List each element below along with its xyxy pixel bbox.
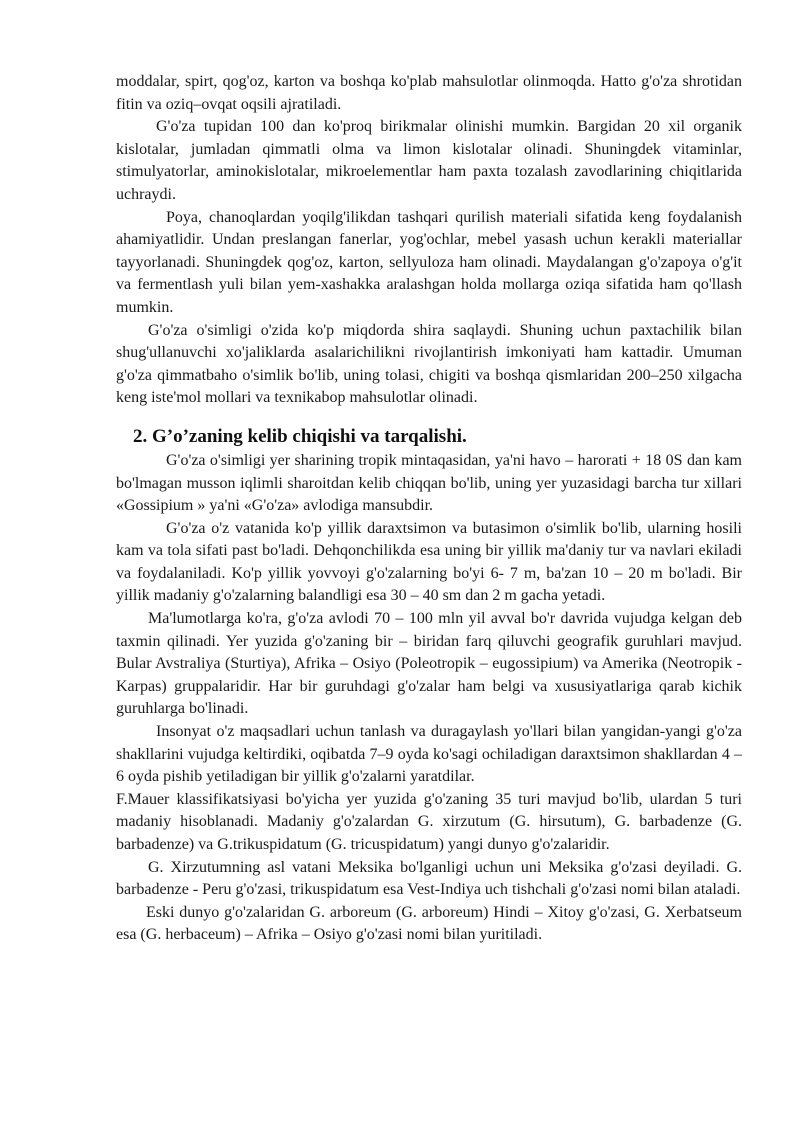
paragraph-byproducts: moddalar, spirt, qog'oz, karton va boshqa ko'plab mahsulotlar olinmoqda. Hatto g'o'za shrotidan fitin va oziq–ovqat oqsili ajratiladi. bbox=[116, 73, 742, 113]
paragraph-classification: F.Mauer klassifikatsiyasi bo'yicha yer yuzida g'o'zaning 35 turi mavjud bo'lib, ulardan 5 turi madaniy hisoblanadi. Madaniy g'o'zalardan G. xirzutum (G. hirsutum), G. barbadenze (G. barbadenze) va G.trikuspidatum (G. tricuspidatum) yangi dunyo g'o'zalaridir. bbox=[116, 790, 742, 853]
paragraph-selection: Insonyat o'z maqsadlari uchun tanlash va duragaylash yo'llari bilan yangidan-yangi g'o'za shakllarini vujudga keltirdiki, oqibatda 7–9 oyda ko'sagi ochiladigan daraxtsimon shakllardan 4 – 6 oyda pishib yetiladigan bir yillik g'o'zalarni yaratdilar. bbox=[116, 723, 742, 786]
paragraph-nectar: G'o'za o'simligi o'zida ko'p miqdorda shira saqlaydi. Shuning uchun paxtachilik bilan shug'ullanuvchi xo'jaliklarda asalarichilikni rivojlantirish imkoniyati ham kattadir. Umuman g'o'za qimmatbaho o'simlik bo'lib, uning tolasi, chigiti va boshqa qismlaridan 200–250 xilgacha keng iste'mol mollari va texnikabop mahsulotlar olinadi. bbox=[116, 321, 742, 407]
paragraph-mexican-cotton: G. Xirzutumning asl vatani Meksika bo'lganligi uchun uni Meksika g'o'zasi deyiladi. G. barbadenze - Peru g'o'zasi, trikuspidatum esa Vest-Indiya uch tishchali g'o'zasi nomi bilan ataladi. bbox=[116, 858, 742, 899]
paragraph-stems-uses: Poya, chanoqlardan yoqilg'ilikdan tashqari qurilish materiali sifatida keng foydalanish ahamiyatlidir. Undan preslangan fanerlar, yog'ochlar, mebel yasash uchun kerakli materiallar tayyorlanadi. Shuningdek qog'oz, karton, sellyuloza ham olinadi. Maydalangan g'o'zapoya o'g'it va fermentlash yuli bilan yem-xashakka aralashgan holda mollarga oziqa sifatida ham qo'llash mumkin. bbox=[116, 208, 742, 316]
paragraph-perennial: G'o'za o'z vatanida ko'p yillik daraxtsimon va butasimon o'simlik bo'lib, ularning hosili kam va tola sifati past bo'ladi. Dehqonchilikda esa uning bir yillik ma'daniy tur va navlari ekiladi va foydalaniladi. Ko'p yillik yovvoyi g'o'zalarning bo'yi 6- 7 m, ba'zan 10 – 20 m bo'ladi. Bir yillik madaniy g'o'zalarning balandligi esa 30 – 40 sm dan 2 m gacha yetadi. bbox=[116, 519, 742, 605]
section-heading: 2. G’o’zaning kelib chiqishi va tarqalishi. bbox=[133, 425, 467, 447]
paragraph-origin: G'o'za o'simligi yer sharining tropik mintaqasidan, ya'ni havo – harorati + 18 0S dan kam bo'lmagan musson iqlimli sharoitdan kelib chiqqan bo'lib, uning yer yuzasidagi barcha tur xillari «Gossipium » ya'ni «G'o'za» avlodiga mansubdir. bbox=[116, 451, 742, 515]
paragraph-geographic-groups: Ma'lumotlarga ko'ra, g'o'za avlodi 70 – 100 mln yil avval bo'r davrida vujudga kelgan deb taxmin qilinadi. Yer yuzida g'o'zaning bir – biridan farq qiluvchi geografik guruhlari mavjud. Bular Avstraliya (Sturtiya), Afrika – Osiyo (Poleotropik – eugossipium) va Amerika (Neotropik - Karpas) gruppalaridir. Har bir guruhdagi g'o'zalar ham belgi va xususiyatlariga qarab kichik guruhlarga bo'linadi. bbox=[116, 610, 742, 718]
paragraph-old-world: Eski dunyo g'o'zalaridan G. arboreum (G. arboreum) Hindi – Xitoy g'o'zasi, G. Xerbatseum esa (G. herbaceum) – Afrika – Osiyo g'o'zasi nomi bilan yuritiladi. bbox=[116, 903, 742, 944]
document-page bbox=[116, 71, 742, 947]
paragraph-compounds: G'o'za tupidan 100 dan ko'proq birikmalar olinishi mumkin. Bargidan 20 xil organik kislotalar, jumladan qimmatli olma va limon kislotalar olinadi. Shuningdek vitaminlar, stimulyatorlar, aminokislotalar, mikroelementlar ham paxta tozalash zavodlarining chiqitlarida uchraydi. bbox=[116, 118, 742, 203]
